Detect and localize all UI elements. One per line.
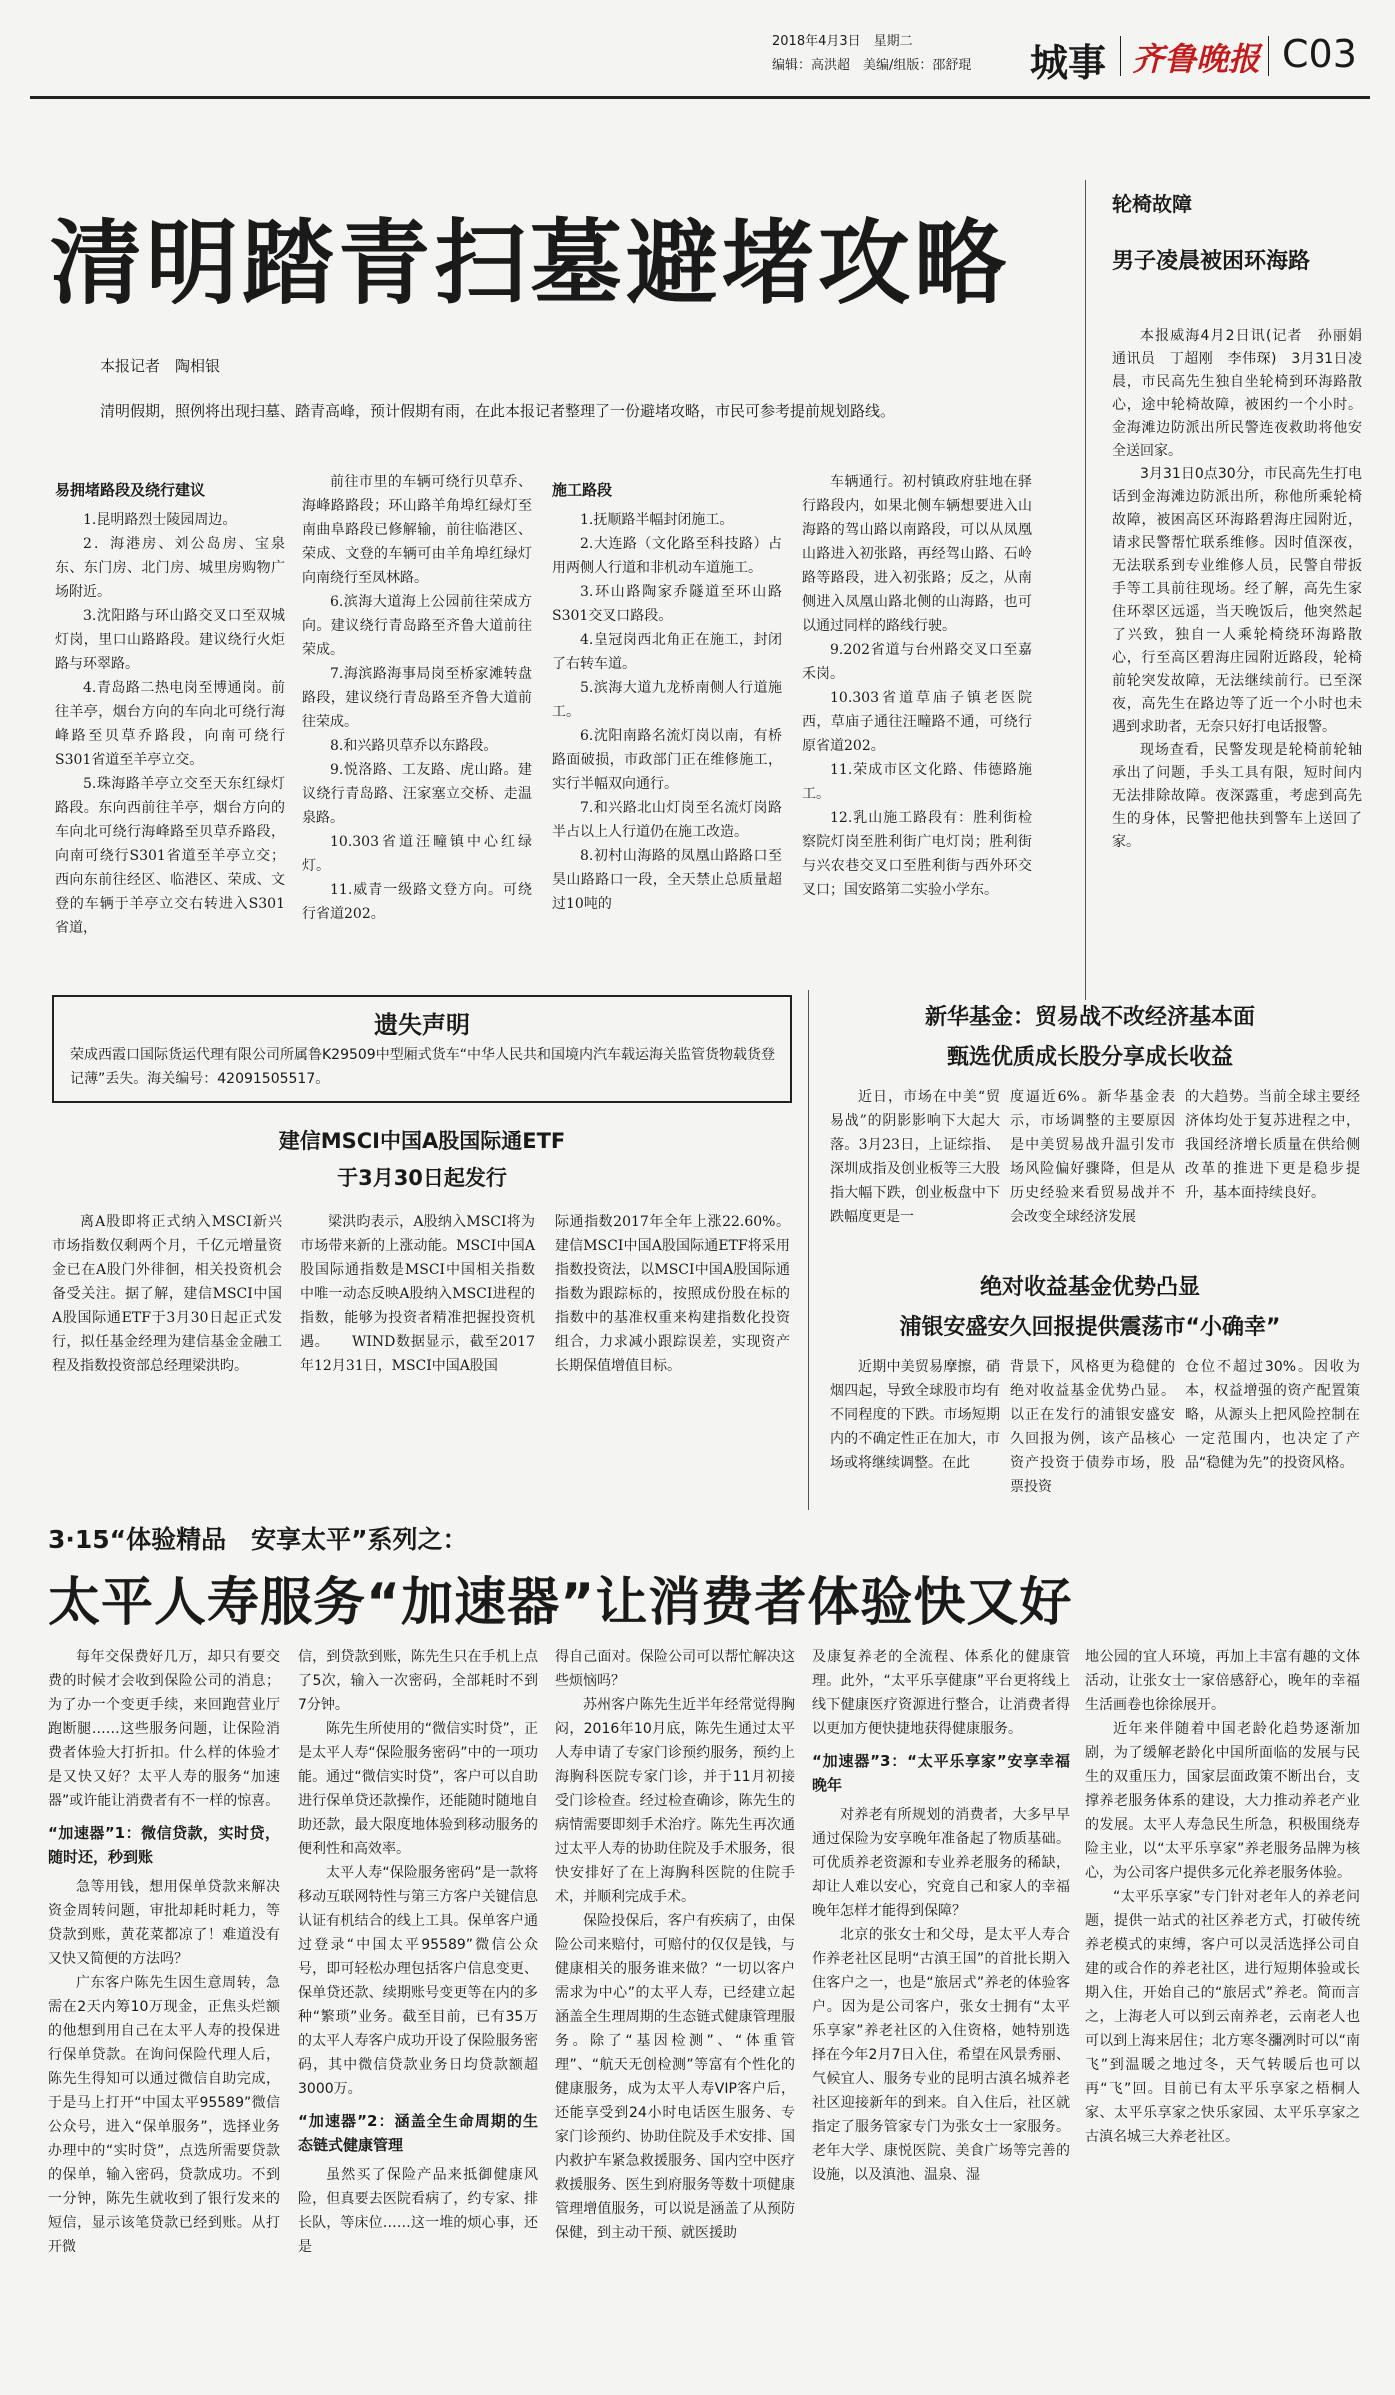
side-para: 3月31日0点30分，市民高先生打电话到金海滩边防派出所，称他所乘轮椅故障，被困高区环海路碧海庄园附近，请求民警帮忙联系维修。因时值深夜，无法联系到专业维修人员，民警自带扳手等工具前往现场。经了解，高先生家住环翠区远遥，当天晚饭后，他突然起了兴致，独自一人乘轮椅绕环海路散心，行至高区碧海庄园附近路段，轮椅前轮突发故障，无法继续前行。已至深夜，高先生在路边等了近一个小时也未遇到求助者，无奈只好打电话报警。 xyxy=(1112,466,1362,735)
lost-notice xyxy=(52,995,792,1103)
main-col-3 xyxy=(552,470,782,970)
main-col2-p: 8.和兴路贝草乔以东路段。 xyxy=(330,738,498,754)
main-sub-2: 施工路段 xyxy=(552,481,613,499)
main-col1-p: 4.青岛路二热电岗至博通岗。前往羊亭，烟台方向的车向北可绕行海峰路至贝草乔路段，向南可绕行S301省道至羊亭立交。 xyxy=(55,680,285,768)
pacific-col-3 xyxy=(555,1645,795,2385)
ccb-col-3: 际通指数2017年全年上涨22.60%。建信MSCI中国A股国际通ETF将采用指数投资法，以MSCI中国A股国际通指数为跟踪标的，按照成份股在标的指数中的基准权重来构建指数化投资组合，力求减小跟踪误差，实现资产长期保值增值目标。 xyxy=(555,1214,790,1374)
main-col2-p: 9.悦洛路、工友路、虎山路。建议绕行青岛路、汪家塞立交桥、走温泉路。 xyxy=(302,762,532,826)
pacific-title: 太平人寿服务“加速器”让消费者体验快又好 xyxy=(48,1573,1073,1633)
main-col2-p: 11.威青一级路文登方向。可绕行省道202。 xyxy=(302,882,532,922)
main-byline: 本报记者 陶相银 xyxy=(100,357,221,375)
pacific-para: 苏州客户陈先生近半年经常觉得胸闷，2016年10月底，陈先生通过太平人寿申请了专家门诊预约服务，预约上海胸科医院专家门诊，并于11月初接受门诊检查。经过检查确诊，陈先生的病情需要即刻手术治疗。陈先生再次通过太平人寿的协助住院及手术服务，很快安排好了在上海胸科医院的住院手术，并顺利完成手术。 xyxy=(555,1697,795,1905)
side-para: 现场查看，民警发现是轮椅前轮轴承出了问题，手头工具有限，短时间内无法排除故障。夜深露重，考虑到高先生的身体，民警把他扶到警车上送回了家。 xyxy=(1112,742,1362,850)
ccb-title-1: 建信MSCI中国A股国际通ETF xyxy=(278,1129,566,1153)
main-col3-p: 4.皇冠岗西北角正在施工，封闭了右转车道。 xyxy=(552,632,782,672)
pacific-col-5 xyxy=(1085,1645,1360,2385)
main-col2-p: 前往市里的车辆可绕行贝草乔、海峰路路段；环山路羊角埠红绿灯至南曲阜路段已修解输，前往临港区、荣成、文登的车辆可由羊角埠红绿灯向南绕行至凤林路。 xyxy=(302,474,532,586)
notice-body: 荣成西霞口国际货运代理有限公司所属鲁K29509中型厢式货车“中华人民共和国境内汽车载运海关监管货物载货登记薄”丢失。海关编号：42091505517。 xyxy=(70,1047,775,1087)
main-headline-b: 避堵攻略 xyxy=(626,210,1011,317)
main-col-2 xyxy=(302,470,532,970)
main-col4-p: 车辆通行。初村镇政府驻地在驿行路段内，如果北侧车辆想要进入山海路的驾山路以南路段，可以从凤凰山路进入初张路，再经驾山路、石岭路等路段，进入初张路；反之，从南侧进入凤凰山路北侧的山海路，也可以通过同样的路线行驶。 xyxy=(802,474,1032,634)
pacific-para: 广东客户陈先生因生意周转，急需在2天内筹10万现金，正焦头烂额的他想到用自己在太平人寿的投保进行保单贷款。在询问保险代理人后，陈先生得知可以通过微信自助完成，于是马上打开“中国太平95589”微信公众号，进入“保单服务”，选择业务办理中的“实时贷”，点选所需要贷款的保单，输入密码，贷款成功。不到一分钟，陈先生就收到了银行发来的短信，显示该笔贷款已经到账。从打开微 xyxy=(48,1975,280,2255)
pacific-sub-3: “加速器”3：“太平乐享家”安享幸福晚年 xyxy=(812,1752,1070,1794)
main-col4-p: 10.303省道草庙子镇老医院西，草庙子通往汪疃路不通，可绕行原省道202。 xyxy=(802,690,1032,754)
main-col4-p: 11.荣成市区文化路、伟德路施工。 xyxy=(802,762,1032,802)
main-col-4 xyxy=(802,470,1032,970)
pacific-col-1 xyxy=(48,1645,280,2385)
pufa-title-2: 浦银安盛安久回报提供震荡市“小确幸” xyxy=(899,1315,1281,1340)
pufa-col-1: 近期中美贸易摩擦，硝烟四起，导致全球股市均有不同程度的下跌。市场短期内的不确定性正在加大，市场或将继续调整。在此 xyxy=(830,1359,1000,1471)
ccb-col-1: 离A股即将正式纳入MSCI新兴市场指数仅剩两个月，千亿元增量资金已在A股门外徘徊，相关投资机会备受关注。据了解，建信MSCI中国A股国际通ETF于3月30日起正式发行，拟任基金经理为建信基金金融工程及指数投资部总经理梁洪昀。 xyxy=(52,1214,282,1374)
main-col3-p: 3.环山路陶家乔隧道至环山路S301交叉口路段。 xyxy=(552,584,782,624)
main-col3-p: 1.抚顺路半幅封闭施工。 xyxy=(580,512,734,528)
side-para: 本报威海4月2日讯(记者 孙丽娟 通讯员 丁超刚 李伟琛) 3月31日凌晨，市民高先生独自坐轮椅到环海路散心，途中轮椅故障，被困约一个小时。金海滩边防派出所民警连夜救助将他安全送回家。 xyxy=(1112,328,1376,459)
pacific-sub-2: “加速器”2：涵盖全生命周期的生态链式健康管理 xyxy=(298,2112,538,2154)
masthead-editors: 编辑：高洪超 美编/组版：邵舒琨 xyxy=(772,58,972,73)
pacific-para: 得自己面对。保险公司可以帮忙解决这些烦恼吗？ xyxy=(555,1649,795,1689)
main-col1-p: 2．海港房、刘公岛房、宝泉东、东门房、北门房、城里房购物广场附近。 xyxy=(55,536,285,600)
main-col4-p: 9.202省道与台州路交叉口至嘉禾岗。 xyxy=(802,642,1032,682)
ccb-col-2: 梁洪昀表示，A股纳入MSCI将为市场带来新的上涨动能。MSCI中国A股国际通指数是MSCI中国相关指数中唯一动态反映A股纳入MSCI进程的指数，能够为投资者精准把握投资机遇。 WIND数据显示，截至2017年12月31日，MSCI中国A股国 xyxy=(300,1214,535,1374)
main-col-1 xyxy=(55,470,285,970)
pacific-para: “太平乐享家”专门针对老年人的养老问题，提供一站式的社区养老方式，打破传统养老模式的束缚，客户可以灵活选择公司自建的或合作的养老社区，进行短期体验或长期入住，开始自己的“旅居式”养老。简而言之，上海老人可以到云南养老，云南老人也可以到上海来居住；北方寒冬瀰冽时可以“南飞”到温暖之地过冬，天气转暖后也可以再“飞”回。目前已有太平乐享家之梧桐人家、太平乐享家之快乐家园、太平乐享家之古滇名城三大养老社区。 xyxy=(1085,1889,1360,2145)
pacific-para: 陈先生所使用的“微信实时贷”，正是太平人寿“保险服务密码”中的一项功能。通过“微信实时贷”，客户可以自助进行保单贷还款操作，还能随时随地自助还款，最大限度地体验到移动服务的便利性和高效率。 xyxy=(298,1721,538,1857)
main-col1-p: 3.沈阳路与环山路交叉口至双城灯岗，里口山路路段。建议绕行火炬路与环翠路。 xyxy=(55,608,285,672)
side-body xyxy=(1112,325,1376,1005)
main-col1-p: 5.珠海路羊亭立交至天东红绿灯路段。东向西前往羊亭，烟台方向的车向北可绕行海峰路至贝草乔路段，向南可绕行S301省道至羊亭立交；西向东前往经区、临港区、荣成、文登的车辆于羊亭立交右转进入S301省道， xyxy=(55,776,285,936)
main-col4-p: 12.乳山施工路段有：胜利街检察院灯岗至胜利街广电灯岗；胜利街与兴农巷交叉口至胜利街与西外环交叉口；国安路第二实验小学东。 xyxy=(802,810,1032,898)
main-headline-a: 清明踏青扫墓 xyxy=(50,209,627,317)
section-name: 城事 xyxy=(1030,41,1107,85)
pacific-col-4 xyxy=(812,1645,1070,2385)
pacific-para: 信，到贷款到账，陈先生只在手机上点了5次，输入一次密码，全部耗时不到7分钟。 xyxy=(298,1649,538,1713)
pufa-title-1: 绝对收益基金优势凸显 xyxy=(979,1275,1200,1300)
pacific-para: 及康复养老的全流程、体系化的健康管理。此外，“太平乐享健康”平台更将线上线下健康医疗资源进行整合，让消费者得以更加方便快捷地获得健康服务。 xyxy=(812,1649,1070,1737)
pacific-para: 太平人寿“保险服务密码”是一款将移动互联网特性与第三方客户关键信息认证有机结合的线上工具。保单客户通过登录“中国太平95589”微信公众号，即可轻松办理包括客户信息变更、保单贷还款、续期账号变更等在内的多种“繁琐”业务。截至目前，已有35万的太平人寿客户成功开设了保险服务密码，其中微信贷款业务日均贷款额超3000万。 xyxy=(298,1865,538,2097)
notice-title: 遗失声明 xyxy=(374,1011,470,1039)
pacific-sub-1: “加速器”1：微信贷款，实时贷，随时还，秒到账 xyxy=(48,1824,280,1866)
main-col3-p: 6.沈阳南路名流灯岗以南，有桥路面破损，市政部门正在维修施工，实行半幅双向通行。 xyxy=(552,728,782,792)
main-col2-p: 7.海滨路海事局岗至桥家滩转盘路段，建议绕行青岛路至齐鲁大道前往荣成。 xyxy=(302,666,532,730)
xinhua-title-1: 新华基金：贸易战不改经济基本面 xyxy=(924,1005,1255,1030)
side-title: 男子凌晨被困环海路 xyxy=(1112,249,1311,274)
pacific-para: 北京的张女士和父母，是太平人寿合作养老社区昆明“古滇王国”的首批长期入住客户之一，也是“旅居式”养老的体验客户。因为是公司客户，张女士拥有“太平乐享家”养老社区的入住资格，她特别选择在今年2月7日入住，希望在风景秀丽、气候宜人、服务专业的昆明古滇名城养老社区迎接新年的到来。自入住后，社区就指定了服务管家专门为张女士一家服务。老年大学、康悦医院、美食广场等完善的设施，以及滇池、温泉、湿 xyxy=(812,1927,1070,2183)
pacific-para: 近年来伴随着中国老龄化趋势逐渐加剧，为了缓解老龄化中国所面临的发展与民生的双重压力，国家层面政策不断出台，支撑养老服务体系的建设，大力推动养老产业的发展。太平人寿急民生所急，积极围绕寿险主业，以“太平乐享家”养老服务品牌为核心，为公司客户提供多元化养老服务体验。 xyxy=(1085,1721,1360,1881)
pufa-col-2: 背景下，风格更为稳健的绝对收益基金优势凸显。以正在发行的浦银安盛安久回报为例，该产品核心资产投资于债券市场，股票投资 xyxy=(1010,1359,1175,1495)
masthead-date: 2018年4月3日 星期二 xyxy=(772,34,913,49)
main-headline xyxy=(50,190,1010,322)
xinhua-col-1: 近日，市场在中美“贸易战”的阴影影响下大起大落。3月23日，上证综指、深圳成指及创业板等三大股指大幅下跌，创业板盘中下跌幅度更是一 xyxy=(830,1089,1000,1225)
main-lead: 清明假期，照例将出现扫墓、踏青高峰，预计假期有雨，在此本报记者整理了一份避堵攻略，市民可参考提前规划路线。 xyxy=(100,402,896,420)
pacific-para: 地公园的宜人环境，再加上丰富有趣的文体活动，让张女士一家倍感舒心，晚年的幸福生活画卷也徐徐展开。 xyxy=(1085,1649,1360,1713)
xinhua-title-2: 甄选优质成长股分享成长收益 xyxy=(946,1045,1233,1070)
pacific-para: 虽然买了保险产品来抵御健康风险，但真要去医院看病了，约专家、排长队，等床位……这一堆的烦心事，还是 xyxy=(298,2167,538,2255)
main-col3-p: 2.大连路（文化路至科技路）占用两侧人行道和非机动车道施工。 xyxy=(552,536,782,576)
main-col1-p: 1.昆明路烈士陵园周边。 xyxy=(83,512,237,528)
main-col3-p: 5.滨海大道九龙桥南侧人行道施工。 xyxy=(552,680,782,720)
pacific-para: 保险投保后，客户有疾病了，由保险公司来赔付，可赔付的仅仅是钱，与健康相关的服务谁来做？“一切以客户需求为中心”的太平人寿，已经建立起涵盖全生理周期的生态链式健康管理服务。除了“基因检测”、“体重管理”、“航天无创检测”等富有个性化的健康服务，成为太平人寿VIP客户后，还能享受到24小时电话医生服务、专家门诊预约、协助住院及手术安排、国内救护车紧急救援服务、国内空中医疗救援服务、医生到府服务等数十项健康管理增值服务，可以说是涵盖了从预防保健，到主动干预、就医援助 xyxy=(555,1913,795,2241)
main-col3-p: 7.和兴路北山灯岗至名流灯岗路半占以上人行道仍在施工改造。 xyxy=(552,800,782,840)
pufa-col-3: 仓位不超过30%。因收为本，权益增强的资产配置策略，从源头上把风险控制在一定范围内，也决定了产品“稳健为先”的投资风格。 xyxy=(1185,1359,1360,1471)
main-sub-1: 易拥堵路段及绕行建议 xyxy=(55,481,206,499)
xinhua-col-3: 的大趋势。当前全球主要经济体均处于复苏进程之中，我国经济增长质量在供给侧改革的推进下更是稳步提升，基本面持续良好。 xyxy=(1185,1089,1360,1201)
pacific-col-2 xyxy=(298,1645,538,2385)
pacific-kicker: 3·15“体验精品 安享太平”系列之： xyxy=(48,1525,468,1554)
paper-logo: 齐鲁晚报 xyxy=(1132,40,1261,78)
pacific-para: 对养老有所规划的消费者，大多早早通过保险为安享晚年准备起了物质基础。可优质养老资源和专业养老服务的稀缺，却让人难以安心，究竟自己和家人的幸福晚年怎样才能得到保障？ xyxy=(812,1807,1070,1919)
main-col3-p: 8.初村山海路的凤凰山路路口至昊山路路口一段，全天禁止总质量超过10吨的 xyxy=(552,848,782,912)
ccb-title-2: 于3月30日起发行 xyxy=(337,1166,507,1190)
xinhua-col-2: 度逼近6%。新华基金表示，市场调整的主要原因是中美贸易战升温引发市场风险偏好骤降，但是从历史经验来看贸易战并不会改变全球经济发展 xyxy=(1010,1089,1175,1225)
main-col2-p: 6.滨海大道海上公园前往荣成方向。建议绕行青岛路至齐鲁大道前往荣成。 xyxy=(302,594,532,658)
page-number: C03 xyxy=(1282,32,1357,76)
pacific-para: 每年交保费好几万，却只有要交费的时候才会收到保险公司的消息；为了办一个变更手续，来回跑营业厅跑断腿……这些服务问题，让保险消费者体验大打折扣。什么样的体验才是又快又好？太平人寿的服务“加速器”或许能让消费者有不一样的惊喜。 xyxy=(48,1649,280,1809)
main-col2-p: 10.303省道汪疃镇中心红绿灯。 xyxy=(302,834,532,874)
side-kicker: 轮椅故障 xyxy=(1112,192,1192,216)
pacific-para: 急等用钱，想用保单贷款来解决资金周转问题，审批却耗时耗力，等贷款到账，黄花菜都凉了！难道没有又快又简便的方法吗？ xyxy=(48,1879,280,1967)
